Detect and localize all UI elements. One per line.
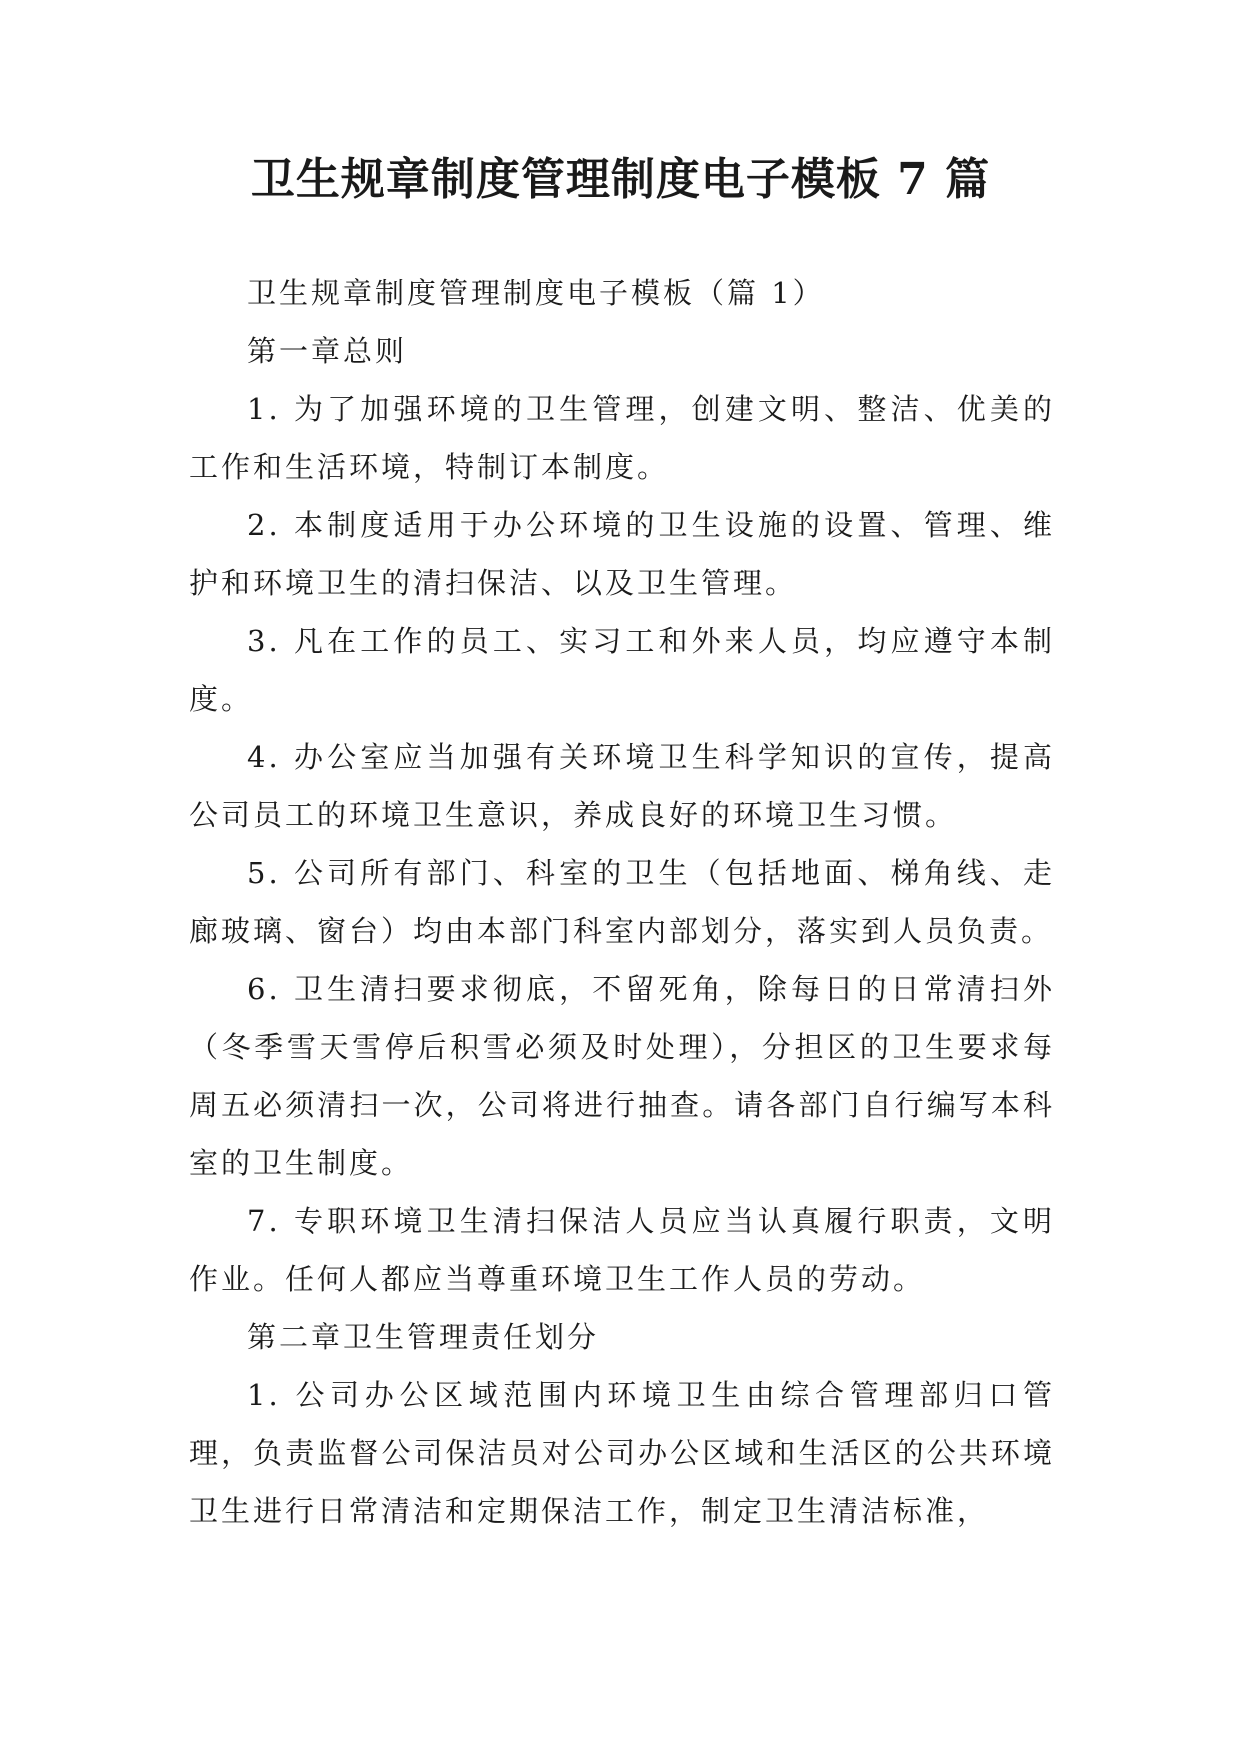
paragraph: 1. 公司办公区域范围内环境卫生由综合管理部归口管理，负责监督公司保洁员对公司办公区域和生活区的公共环境卫生进行日常清洁和定期保洁工作，制定卫生清洁标准， — [189, 1378, 1055, 1528]
document-title: 卫生规章制度管理制度电子模板 7 篇 — [250, 154, 991, 205]
paragraph: 2. 本制度适用于办公环境的卫生设施的设置、管理、维护和环境卫生的清扫保洁、以及卫生管理。 — [189, 508, 1055, 600]
paragraph: 5. 公司所有部门、科室的卫生（包括地面、梯角线、走廊玻璃、窗台）均由本部门科室内部划分，落实到人员负责。 — [189, 856, 1055, 948]
paragraph: 1. 为了加强环境的卫生管理，创建文明、整洁、优美的工作和生活环境，特制订本制度。 — [189, 392, 1055, 484]
section-heading: 卫生规章制度管理制度电子模板（篇 1） — [247, 276, 825, 310]
paragraph: 4. 办公室应当加强有关环境卫生科学知识的宣传，提高公司员工的环境卫生意识，养成良好的环境卫生习惯。 — [189, 740, 1055, 832]
paragraph: 7. 专职环境卫生清扫保洁人员应当认真履行职责，文明作业。任何人都应当尊重环境卫生工作人员的劳动。 — [189, 1204, 1055, 1296]
paragraph: 6. 卫生清扫要求彻底，不留死角，除每日的日常清扫外（冬季雪天雪停后积雪必须及时处理），分担区的卫生要求每周五必须清扫一次，公司将进行抽查。请各部门自行编写本科室的卫生制度。 — [189, 972, 1055, 1180]
document-body — [189, 264, 1055, 1540]
chapter-heading: 第二章卫生管理责任划分 — [247, 1320, 600, 1354]
chapter-heading: 第一章总则 — [247, 334, 408, 368]
paragraph: 3. 凡在工作的员工、实习工和外来人员，均应遵守本制度。 — [189, 624, 1055, 716]
